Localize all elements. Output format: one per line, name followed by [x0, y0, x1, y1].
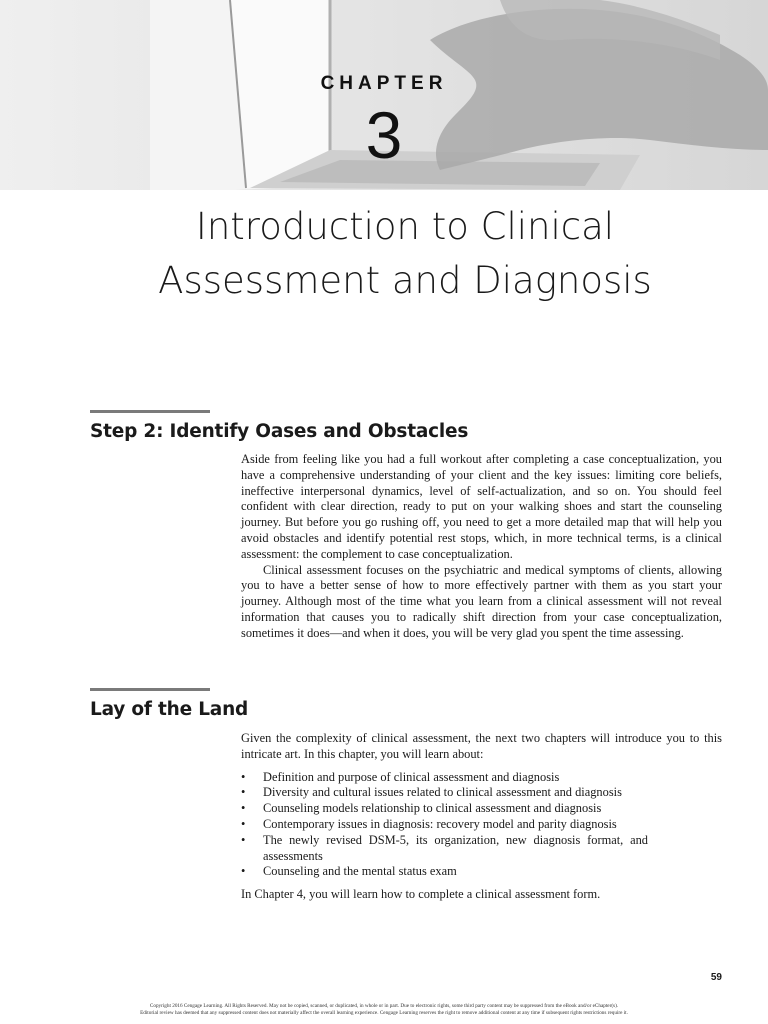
- list-item: • Counseling models relationship to clinical assessment and diagnosis: [241, 801, 602, 816]
- topic-list: [241, 770, 722, 881]
- list-item: • Definition and purpose of clinical assessment and diagnosis: [241, 769, 560, 784]
- list-item: • Counseling and the mental status exam: [241, 864, 457, 879]
- bullet-icon: •: [241, 785, 246, 800]
- paragraph: Given the complexity of clinical assessment, the next two chapters will introduce you to this intricate art. In this chapter, you will learn about:: [241, 731, 722, 761]
- section-heading-lay-of-the-land: Lay of the Land: [90, 699, 249, 720]
- copyright-line-1: Copyright 2016 Cengage Learning. All Rights Reserved. May not be copied, scanned, or duplicated, in whole or in part. Due to electronic rights, some third party content may be suppressed from the eBook and/or eChapter(s).: [149, 1003, 619, 1009]
- section-body-step-2: [241, 452, 722, 642]
- paragraph: Aside from feeling like you had a full workout after completing a case conceptualization, you have a comprehensive understanding of your client and the key issues: limiting core beliefs, ineffective interpersonal dynamics, level of self-actualization, and so on. You should feel confident with clear direction, ready to put on your walking shoes and start the counseling journey. But before you go rushing off, you need to get a more detailed map that will help you avoid obstacles and identify potential rest stops, which, in more technical terms, is a clinical assessment: the complement to case conceptualization.: [241, 452, 722, 561]
- chapter-title-line-2: Assessment and Diagnosis: [158, 259, 652, 302]
- chapter-label: CHAPTER: [320, 73, 448, 94]
- list-item: • Contemporary issues in diagnosis: recovery model and parity diagnosis: [241, 816, 617, 831]
- bullet-icon: •: [241, 769, 246, 784]
- copyright-line-2: Editorial review has deemed that any suppressed content does not materially affect the overall learning experience. Cengage Learning reserves the right to remove additional content at any time if subsequent rights restrictions require it.: [140, 1010, 628, 1016]
- paragraph: In Chapter 4, you will learn how to complete a clinical assessment form.: [241, 887, 601, 902]
- section-rule: [90, 688, 210, 691]
- page-number: 59: [710, 972, 722, 983]
- list-item: • Diversity and cultural issues related to clinical assessment and diagnosis: [241, 785, 622, 800]
- section-heading-step-2: Step 2: Identify Oases and Obstacles: [90, 421, 469, 442]
- paragraph: Clinical assessment focuses on the psychiatric and medical symptoms of clients, allowing you to have a better sense of how to more effectively partner with them as you start your journey. Although most of the time what you learn from a clinical assessment will not reveal information that causes you to radically shift direction from your case conceptualization, sometimes it does—and when it does, you will be very glad you spent the time assessing.: [241, 562, 722, 640]
- bullet-icon: •: [241, 816, 246, 831]
- list-item: • The newly revised DSM-5, its organization, new diagnosis format, and assessments: [241, 832, 648, 863]
- bullet-icon: •: [241, 864, 246, 879]
- section-body-lay-of-the-land: [241, 731, 722, 903]
- bullet-icon: •: [241, 801, 246, 816]
- chapter-title-line-1: Introduction to Clinical: [195, 205, 615, 248]
- chapter-number: 3: [365, 98, 403, 172]
- chapter-title: [0, 200, 768, 308]
- bullet-icon: •: [241, 832, 246, 847]
- copyright-notice: [0, 1003, 768, 1017]
- section-rule: [90, 410, 210, 413]
